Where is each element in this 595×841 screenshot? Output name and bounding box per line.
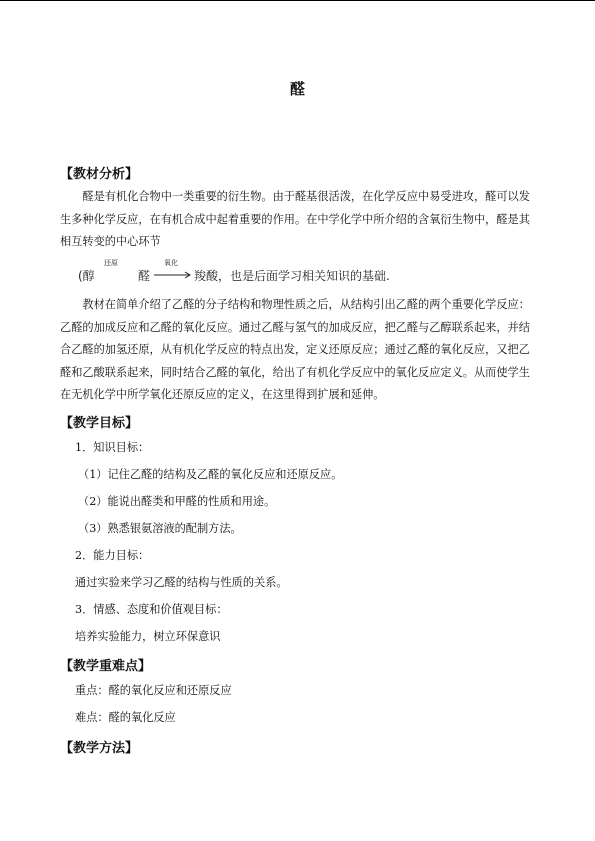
emotion-goal-title: 3．情感、态度和价值观目标： bbox=[75, 603, 228, 616]
heading-methods: 【教学方法】 bbox=[60, 741, 139, 756]
ability-goal-title: 2．能力目标： bbox=[75, 549, 150, 562]
handwritten-middle: 醛 bbox=[138, 269, 151, 283]
analysis-paragraph-2: 教材在简单介绍了乙醛的分子结构和物理性质之后，从结构引出乙醛的两个重要化学反应：乙醛的加成反应和乙醛的氧化反应。通过乙醛与氢气的加成反应，把乙醛与乙醇联系起来，并结合乙醛的加氢还原，从有机化学反应的特点出发，定义还原反应；通过乙醛的氧化反应，又把乙醛和乙酸联系起来，同时结合乙醛的氧化，给出了有机化学反应中的氧化反应定义。从而使学生在无机化学中所学氧化还原反应的定义，在这里得到扩展和延伸。 bbox=[60, 298, 530, 401]
knowledge-goal-title: 1．知识目标： bbox=[75, 441, 150, 454]
handwritten-left: (醇 bbox=[78, 269, 95, 283]
handwritten-label-reduce: 还原 bbox=[104, 259, 118, 267]
heading-key-points: 【教学重难点】 bbox=[60, 659, 152, 674]
heading-goals: 【教学目标】 bbox=[60, 416, 139, 431]
key-point-text: 重点：醛的氧化反应和还原反应 bbox=[75, 684, 232, 697]
analysis-paragraph-1: 醛是有机化合物中一类重要的衍生物。由于醛基很活泼，在化学反应中易受进攻，醛可以发生多种化学反应，在有机合成中起着重要的作用。在中学化学中所介绍的含氧衍生物中，醛是其相互转变的中心环节 bbox=[60, 190, 530, 248]
handwritten-reaction-note bbox=[78, 258, 408, 288]
knowledge-goal-item-2: （2）能说出醛类和甲醛的性质和用途。 bbox=[78, 495, 276, 508]
ability-goal-text: 通过实验来学习乙醛的结构与性质的关系。 bbox=[75, 576, 288, 589]
page-title: 醛 bbox=[289, 80, 305, 98]
difficult-point-text: 难点：醛的氧化反应 bbox=[75, 711, 176, 724]
handwritten-label-oxidize: 氧化 bbox=[164, 259, 178, 267]
header-rule bbox=[0, 0, 595, 1]
heading-analysis: 【教材分析】 bbox=[60, 167, 139, 182]
handwritten-right: 羧酸，也是后面学习相关知识的基础. bbox=[194, 269, 390, 283]
knowledge-goal-item-3: （3）熟悉银氨溶液的配制方法。 bbox=[78, 522, 242, 535]
emotion-goal-text: 培养实验能力，树立环保意识 bbox=[75, 630, 221, 643]
knowledge-goal-item-1: （1）记住乙醛的结构及乙醛的氧化反应和还原反应。 bbox=[78, 468, 343, 481]
